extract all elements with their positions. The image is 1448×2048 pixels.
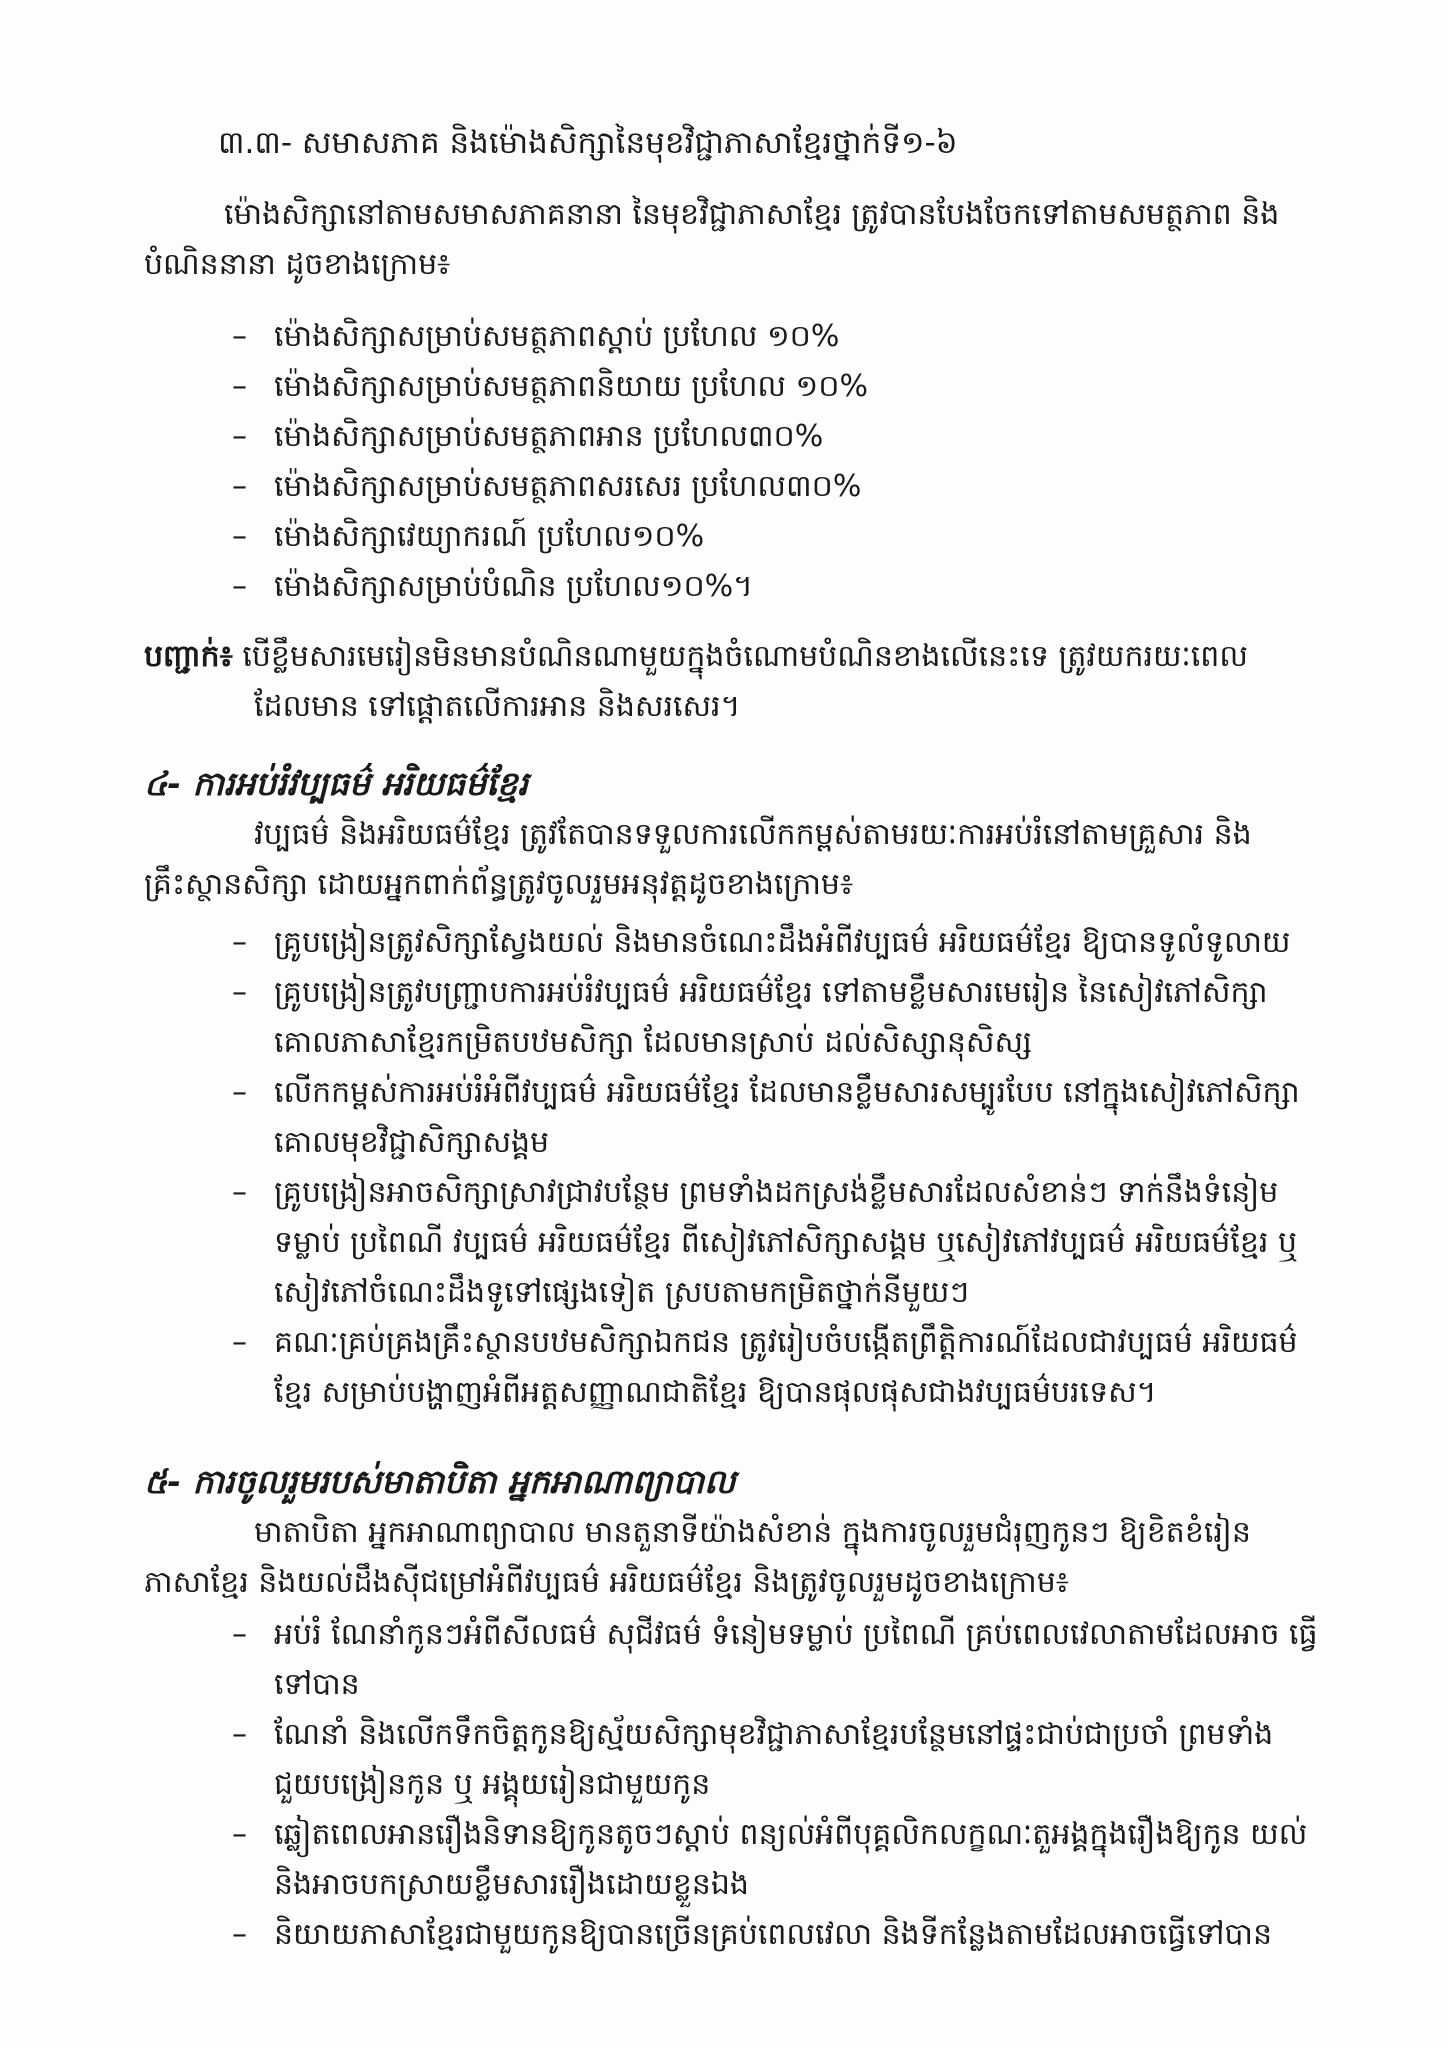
dash: – bbox=[232, 1817, 247, 1852]
dash: – bbox=[232, 1617, 247, 1652]
dash: – bbox=[232, 1717, 247, 1752]
section-5-heading: ៥- ការចូលរួមរបស់មាតាបិតា អ្នកអាណាព្យាបាល bbox=[144, 1462, 736, 1501]
list-item bbox=[232, 362, 1132, 412]
section-5-intro-text: មាតាបិតា អ្នកអាណាព្យាបាល មានតួនាទីយ៉ាងសំខាន់ ក្នុងការចូលរួមជំរុញកូនៗ ឱ្យខិតខំរៀន ភាសាខ្មែរ និងយល់ដឹងស៊ីជម្រៅអំពីវប្បធម៌ អរិយធម៌ខ្មែរ និងត្រូវចូលរួមដូចខាងក្រោម៖ bbox=[144, 1515, 1251, 1600]
list-item bbox=[232, 1610, 1322, 1710]
list-item-text: និយាយភាសាខ្មែរជាមួយកូនឱ្យបានច្រើនគ្រប់ពេលវេលា និងទីកន្លែងតាមដែលអាចធ្វើទៅបាន bbox=[274, 1917, 1273, 1952]
note bbox=[144, 632, 1324, 732]
dash: – bbox=[232, 319, 247, 354]
hours-list bbox=[232, 312, 1132, 612]
list-item bbox=[232, 462, 1132, 512]
dash: – bbox=[232, 1075, 247, 1110]
list-item bbox=[232, 968, 1322, 1068]
dash: – bbox=[232, 1175, 247, 1210]
dash: – bbox=[232, 369, 247, 404]
dash: – bbox=[232, 519, 247, 554]
list-item-text: គ្រូបង្រៀនត្រូវសិក្សាស្វែងយល់ និងមានចំណេះដឹងអំពីវប្បធម៌ អរិយធម៌ខ្មែរ ឱ្យបានទូលំទូលាយ bbox=[274, 925, 1291, 960]
list-item bbox=[232, 1810, 1322, 1910]
dash: – bbox=[232, 925, 247, 960]
note-continuation: ដែលមាន ទៅផ្ដោតលើការអាន និងសរសេរ។ bbox=[254, 689, 741, 724]
list-item bbox=[232, 312, 1132, 362]
list-item-text: គណៈគ្រប់គ្រងគ្រឹះស្ថានបឋមសិក្សាឯកជន ត្រូវរៀបចំបង្កើតព្រឹត្តិការណ៍ដែលជាវប្បធម៌ អរិយធម៌ ខ្មែរ សម្រាប់បង្ហាញអំពីអត្តសញ្ញាណជាតិខ្មែរ ឱ្យបានផុលផុសជាងវប្បធម៌បរទេស។ bbox=[274, 1325, 1298, 1410]
subsection-intro-text: ម៉ោងសិក្សានៅតាមសមាសភាគនានា នៃមុខវិជ្ជាភាសាខ្មែរ ត្រូវបានបែងចែកទៅតាមសមត្ថភាព និង បំណិននានា ដូចខាងក្រោម៖ bbox=[144, 197, 1280, 282]
dash: – bbox=[232, 975, 247, 1010]
list-item bbox=[232, 512, 1132, 562]
dash: – bbox=[232, 569, 247, 604]
dash: – bbox=[232, 419, 247, 454]
section-5-list bbox=[232, 1610, 1322, 1960]
list-item-text: ម៉ោងសិក្សាសម្រាប់សមត្ថភាពស្ដាប់ ប្រហែល ១០% bbox=[274, 319, 840, 354]
list-item bbox=[232, 1710, 1322, 1810]
list-item-text: ណែនាំ និងលើកទឹកចិត្តកូនឱ្យស្ម័យសិក្សាមុខវិជ្ជាភាសាខ្មែរបន្ថែមនៅផ្ទះជាប់ជាប្រចាំ ព្រមទាំង ជួយបង្រៀនកូន ឬ អង្គុយរៀនជាមួយកូន bbox=[274, 1717, 1274, 1802]
note-text: បើខ្លឹមសារមេរៀនមិនមានបំណិនណាមួយក្នុងចំណោមបំណិនខាងលើនេះទេ ត្រូវយករយៈពេល bbox=[242, 639, 1248, 674]
subsection-title: ៣.៣- សមាសភាគ និងម៉ោងសិក្សានៃមុខវិជ្ជាភាសាខ្មែរថ្នាក់ទី១-៦ bbox=[218, 125, 958, 161]
list-item-text: ម៉ោងសិក្សាសម្រាប់សមត្ថភាពសរសេរ ប្រហែល៣០% bbox=[274, 469, 862, 504]
dash: – bbox=[232, 1917, 247, 1952]
list-item-text: ឆ្លៀតពេលអានរឿងនិទានឱ្យកូនតូចៗស្ដាប់ ពន្យល់អំពីបុគ្គលិកលក្ខណៈតួអង្គក្នុងរឿងឱ្យកូន យល់ និងអាចបកស្រាយខ្លឹមសាររឿងដោយខ្លួនឯង bbox=[274, 1817, 1308, 1902]
list-item bbox=[232, 412, 1132, 462]
subsection-intro bbox=[144, 190, 1314, 290]
list-item bbox=[232, 562, 1132, 612]
dash: – bbox=[232, 469, 247, 504]
list-item bbox=[232, 918, 1322, 968]
section-5-intro bbox=[144, 1508, 1314, 1608]
list-item-text: អប់រំ ណែនាំកូនៗអំពីសីលធម៌ សុជីវធម៌ ទំនៀមទម្លាប់ ប្រពៃណី គ្រប់ពេលវេលាតាមដែលអាច ធ្វើទៅបាន bbox=[274, 1617, 1318, 1702]
section-4-intro bbox=[144, 810, 1314, 910]
list-item-text: គ្រូបង្រៀនត្រូវបញ្ជ្រាបការអប់រំវប្បធម៌ អរិយធម៌ខ្មែរ ទៅតាមខ្លឹមសារមេរៀន នៃសៀវភៅសិក្សា គោលភាសាខ្មែរកម្រិតបឋមសិក្សា ដែលមានស្រាប់ ដល់សិស្សានុសិស្ស bbox=[274, 975, 1268, 1060]
list-item-text: លើកកម្ពស់ការអប់រំអំពីវប្បធម៌ អរិយធម៌ខ្មែរ ដែលមានខ្លឹមសារសម្បូរបែប នៅក្នុងសៀវភៅសិក្សា គោលមុខវិជ្ជាសិក្សាសង្គម bbox=[274, 1075, 1300, 1160]
list-item bbox=[232, 1068, 1322, 1168]
note-label: បញ្ជាក់៖ bbox=[144, 639, 233, 674]
list-item-text: ម៉ោងសិក្សាសម្រាប់បំណិន ប្រហែល១០%។ bbox=[274, 569, 753, 604]
list-item bbox=[232, 1168, 1322, 1318]
list-item-text: ម៉ោងសិក្សាវេយ្យាករណ៍ ប្រហែល១០% bbox=[274, 519, 705, 554]
list-item-text: គ្រូបង្រៀនអាចសិក្សាស្រាវជ្រាវបន្ថែម ព្រមទាំងដកស្រង់ខ្លឹមសារដែលសំខាន់ៗ ទាក់នឹងទំនៀម ទម្លាប់ ប្រពៃណី វប្បធម៌ អរិយធម៌ខ្មែរ ពីសៀវភៅសិក្សាសង្គម ឬសៀវភៅវប្បធម៌ អរិយធម៌ខ្មែរ ឬ សៀវភៅចំណេះដឹងទូទៅផ្សេងទៀត ស្របតាមកម្រិតថ្នាក់នីមួយៗ bbox=[274, 1175, 1298, 1310]
list-item-text: ម៉ោងសិក្សាសម្រាប់សមត្ថភាពអាន ប្រហែល៣០% bbox=[274, 419, 824, 454]
section-4-intro-text: វប្បធម៌ និងអរិយធម៌ខ្មែរ ត្រូវតែបានទទួលការលើកកម្ពស់តាមរយៈការអប់រំនៅតាមគ្រួសារ និង គ្រឹះស្ថានសិក្សា ដោយអ្នកពាក់ព័ន្ធត្រូវចូលរួមអនុវត្តដូចខាងក្រោម៖ bbox=[144, 817, 1252, 902]
section-4-heading: ៤- ការអប់រំវប្បធម៌ អរិយធម៌ខ្មែរ bbox=[144, 764, 529, 803]
list-item-text: ម៉ោងសិក្សាសម្រាប់សមត្ថភាពនិយាយ ប្រហែល ១០% bbox=[274, 369, 868, 404]
list-item bbox=[232, 1910, 1322, 1960]
dash: – bbox=[232, 1325, 247, 1360]
section-4-list bbox=[232, 918, 1322, 1418]
list-item bbox=[232, 1318, 1322, 1418]
